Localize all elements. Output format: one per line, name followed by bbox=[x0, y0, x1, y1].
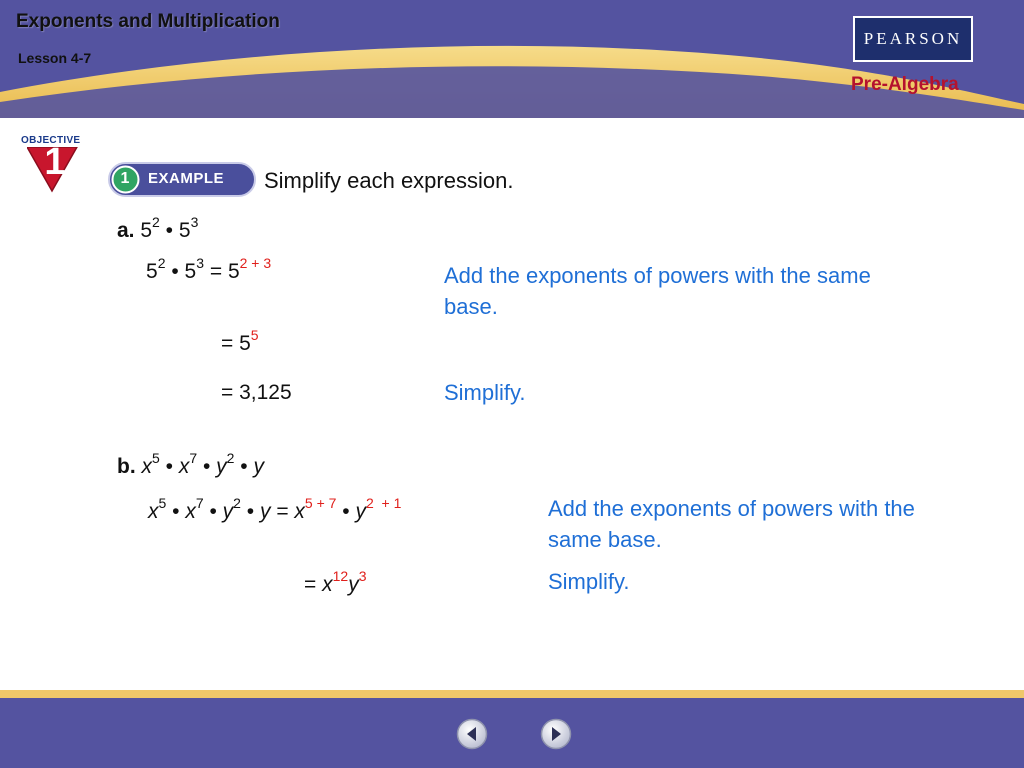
red-exponent: 3 bbox=[358, 568, 367, 584]
part-b-note-1: Add the exponents of powers with the same base. bbox=[548, 496, 915, 552]
red-exponent: 5 bbox=[250, 327, 259, 343]
publisher-logo: PEARSON bbox=[853, 16, 973, 62]
red-exponent: 2 + 1 bbox=[365, 495, 402, 511]
part-b-note-2: Simplify. bbox=[548, 569, 630, 594]
next-slide-button[interactable] bbox=[540, 718, 572, 750]
example-number: 1 bbox=[120, 170, 130, 187]
previous-slide-button[interactable] bbox=[456, 718, 488, 750]
part-a-note-1: Add the exponents of powers with the same base. bbox=[444, 263, 871, 319]
course-title: Pre-Algebra bbox=[851, 74, 959, 95]
objective-label: OBJECTIVE bbox=[21, 135, 81, 146]
instruction-text: Simplify each expression. bbox=[264, 168, 514, 193]
part-a-note-2: Simplify. bbox=[444, 380, 526, 405]
red-exponent: 5 + 7 bbox=[304, 495, 337, 511]
lesson-label: Lesson 4-7 bbox=[18, 50, 92, 66]
part-a-problem: a. $5^2$ • $5^3$ bbox=[117, 214, 199, 242]
part-b-step-2: = $x^{12}y^3$ bbox=[304, 568, 367, 596]
part-b-step-1: $x^5$ • $x^7$ • $y^2$ • $y = x^{5 + 7}$ • $y^{2 + 1}$ bbox=[148, 495, 402, 523]
part-a-step-3: = 3,125 bbox=[221, 381, 292, 404]
red-exponent: 2 + 3 bbox=[239, 255, 272, 271]
slide-title: Exponents and Multiplication bbox=[16, 11, 280, 32]
slide-footer bbox=[0, 698, 1024, 768]
part-a-step-2: = $5^5$ bbox=[221, 327, 259, 355]
example-label: EXAMPLE bbox=[148, 170, 225, 187]
part-a-label: a. bbox=[117, 219, 135, 242]
red-exponent: 12 bbox=[332, 568, 349, 584]
part-a-step-1: $5^2$ • $5^3 = 5^{2 + 3}$ bbox=[146, 255, 272, 283]
part-b-problem: b. $x^5$ • $x^7$ • $y^2$ • y bbox=[117, 450, 264, 478]
footer-accent-line bbox=[0, 690, 1024, 698]
objective-number: 1 bbox=[44, 141, 66, 183]
part-b-label: b. bbox=[117, 455, 136, 478]
